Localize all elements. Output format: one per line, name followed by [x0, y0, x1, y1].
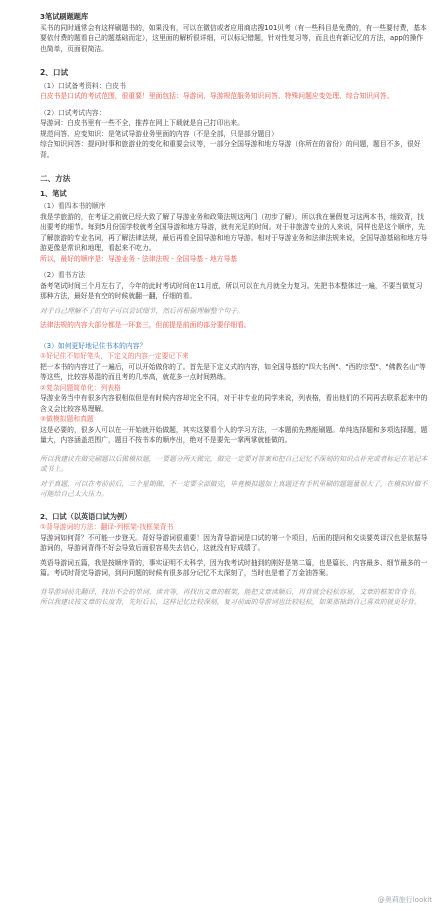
written-heading: 1、笔试: [40, 188, 67, 198]
method-p2-italic: 对于自己理解不了的句子可以尝试细节，然后再根据理解整个句子。: [40, 306, 244, 315]
oral-sub-2: （2）口试考试内容：: [40, 108, 106, 117]
oral-item: 综合知识问答：提问时事和旅游业的变化和重要会议等，一部分全国导游和地方导游（你所在的省份）的问题，题目不多，很好背。: [40, 140, 421, 159]
oral-sub-1: （1）口试备考资料：白皮书: [40, 81, 126, 90]
tip-2-text: 导游业务当中有很多内容很相似但是有时候内容却完全不同，对于非专业的同学来说，列表格，看出他们的不同再去联系起来中的含义会比较容易理解。: [40, 394, 428, 413]
tip-2: ②复杂问题简单化：列表格: [40, 383, 121, 392]
method-p1-red: 所以，最好的顺序是：导游业务 - 法律法规 - 全国导基 - 地方导基: [40, 254, 238, 263]
oral2-italic-2: 所以我建议按文章的长度背，先短后长，这样记忆比较深刻，复习前面的导游词也比较轻松，如果那抽到自己喜欢的就更好背。: [40, 598, 421, 606]
tip-3-text: 这是必要的，很多人可以在一开始就开始做题，其实这要看个人的学习方法，一本题前先熟能刷题。单纯选择题和多项选择题，题量大，内容涵盖范围广，题目不按书本的顺序出，绝对不是要先一掌两掌就能做的。: [40, 425, 428, 444]
oral-sub-1-text: 白皮书是口试的考试范围，很重要！里面包括：导游词、导游规范服务知识问答、特殊问题应变处理、综合知识问答。: [40, 92, 394, 100]
italic-block: 所以我建议在做完刷题以后做模拟题，一要题分两天做完，做完一定要对答案和把自己记忆不深刻的知识点补充或者标记在笔记本或书上。: [40, 454, 428, 473]
method-q-title: （3）如何更好地记住书本的内容？: [40, 341, 147, 350]
tip-3: ③做模拟题和真题: [40, 415, 94, 423]
oral2-paragraph-2: 英语导游词五篇，我是按顺序背的，事实证明不太科学，因为我考试时抽到的刚好是第二篇，也是篇长、内容最多、细节最多的一篇。考试时背完导游词，到问问题的时候有很多部分记忆不太深刻了，当时也是着了万金油答案。: [40, 558, 428, 577]
oral2-paragraph: 导游词如何背？不可能一步登天。背好导游词很重要！因为背导游词是口试的第一个项目，后面的提问和交谈要英译汉也是依据导游词的，导游词背得不好会导致后面很容易失去信心，这就没有好成绩了。: [40, 533, 428, 552]
section-title: 3笔试刷题题库: [40, 12, 89, 21]
oral2-heading: 2、口试（以英语口试为例）: [40, 511, 132, 521]
method-p2-red: 法律法规的内容大部分都是一环套三，但前提是前面的部分要仔细看。: [40, 321, 251, 329]
oral2-tip: ①背导游词的方法：翻译-列框架-找框架背书: [40, 523, 174, 531]
italic-block-2: 对于真题，可以在考前前后，三个星期做，不一定要全部做完，毕竟模拟题加上真题还有手机里刷的题题量很大了，在模拟时做不可能给自己太大压力。: [40, 479, 428, 498]
method-p2: 备考笔试时间三个月左右了，今年的此时考试时间在11月底，所以可以在九月就全力复习。先把书本整体过一遍，不要当做复习那种方法，最好是有空的时候就翻一翻，仔细的看。: [40, 281, 423, 300]
oral-item: 导游词：白皮书里有一些不全，推荐在网上下载就是自己打印出来。: [40, 119, 244, 127]
oral-heading: 2、口试: [40, 68, 69, 77]
method-p1: 我是学旅游的，在考证之前就已经大致了解了导游业务和政策法规这两门（初步了解），所以我在暑假复习这两本书，细致背，找出要考的细节。每到5月份国学校就考全国导游和地方导游，就有光足的时间。对于非旅游专业的人来说，同样也是这个顺序，先了解旅游的专业名词，再了解法律法规，最后再看全国导游和地方导游。相对于导游业务和法律法规来说，全国导游基础和地方导游更像是常识和地理，看起来不吃力。: [40, 212, 428, 252]
oral-item: 规范问答、应变知识：是笔试导游业务里面的内容（不是全部，只是部分题目）: [40, 129, 278, 138]
tip-1: ①好记住不如好笔头，下定义的内容一定要记下来: [40, 352, 189, 360]
oral2-italic-1: 背导游词前先翻译，找出不会的单词、读音等，再找出文章的框架，能把文章读顺后，再背就会轻松容易，文章的框架背背书。: [40, 587, 421, 596]
paragraph: 买书的同时通常会有这样刷题书的，如果没有，可以在微信或者应用商店搜101贝考（有一些科目是免费的，有一些要付费，基本要依付费的题看自己的题基础而定），这里面的解析很详细，可以标记错题，针对性复习等，而且也有新记忆的方法，app的操作也简单，页面很简洁。: [40, 23, 427, 53]
tip-1-text: 把一本书的内容过了一遍后，可以开始做你的了。首先是下定义式的内容，如全国导基的"四大名例"、"西的宗型"、"佛教名山"等等这些，比较容易混的而且考的几率高，就花多一点时间熟练。: [40, 362, 426, 381]
method-heading: 二、方法: [40, 174, 71, 183]
method-p1-title: （1）看四本书的顺序: [40, 202, 106, 210]
watermark: @奥莉旅行lookit: [377, 896, 432, 904]
method-p2-title: （2）看书方法: [40, 271, 86, 279]
